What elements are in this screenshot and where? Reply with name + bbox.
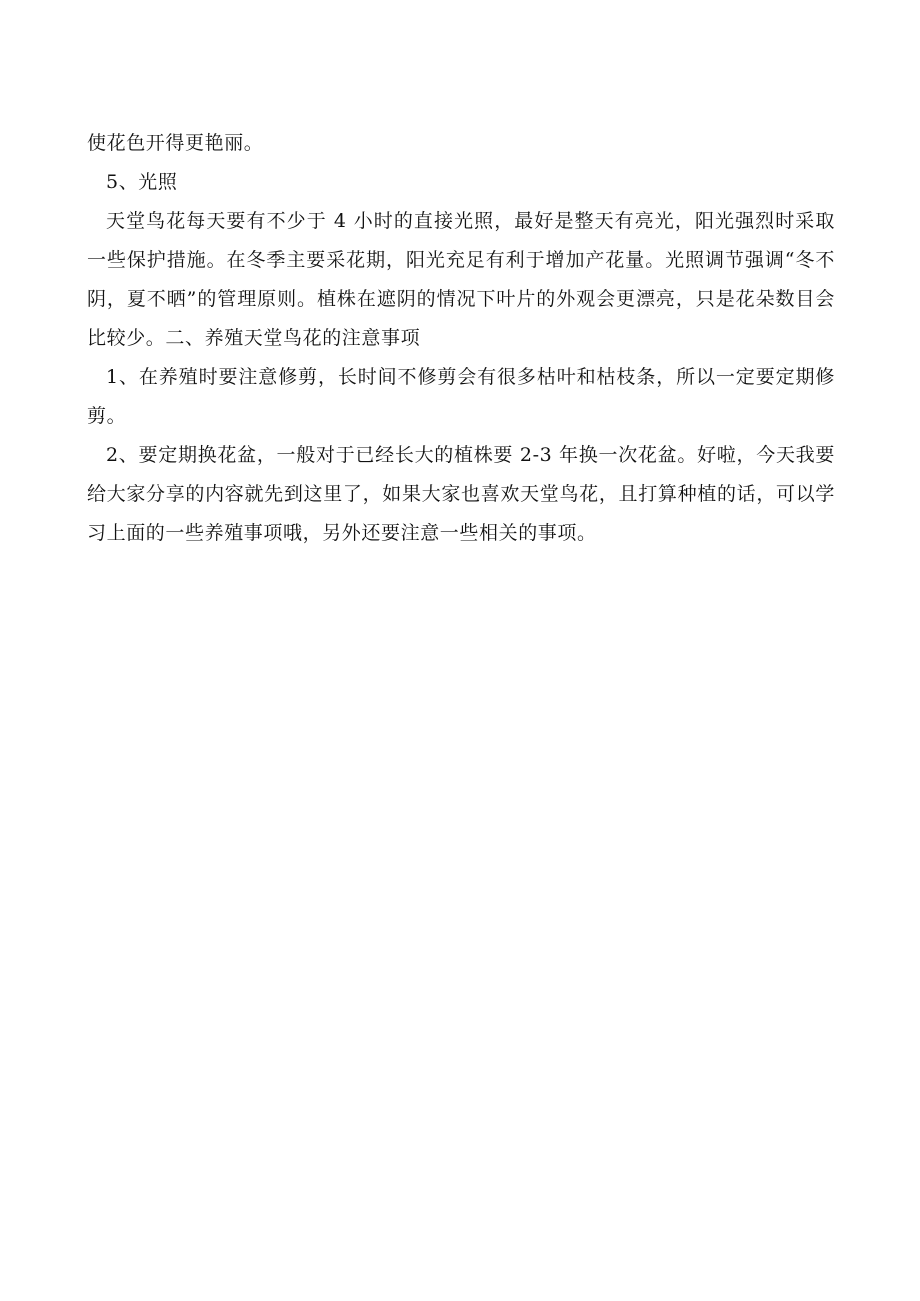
paragraph-continuation: 使花色开得更艳丽。	[87, 132, 264, 154]
section-heading-light: 5、光照	[106, 171, 178, 193]
paragraph-light-care: 天堂鸟花每天要有不少于 4 小时的直接光照，最好是整天有亮光，阳光强烈时采取一些保护措施。在冬季主要采花期，阳光充足有利于增加产花量。光照调节强调“冬不阴，夏不晒”的管理原则。植株在遮阴的情况下叶片的外观会更漂亮，只是花朵数目会比较少。二、养殖天堂鸟花的注意事项	[87, 210, 835, 349]
paragraph-repotting: 2、要定期换花盆，一般对于已经长大的植株要 2-3 年换一次花盆。好啦，今天我要给大家分享的内容就先到这里了，如果大家也喜欢天堂鸟花，且打算种植的话，可以学习上面的一些养殖事项哦，另外还要注意一些相关的事项。	[87, 444, 835, 544]
document-body	[87, 124, 835, 553]
paragraph-pruning: 1、在养殖时要注意修剪，长时间不修剪会有很多枯叶和枯枝条，所以一定要定期修剪。	[87, 366, 835, 427]
